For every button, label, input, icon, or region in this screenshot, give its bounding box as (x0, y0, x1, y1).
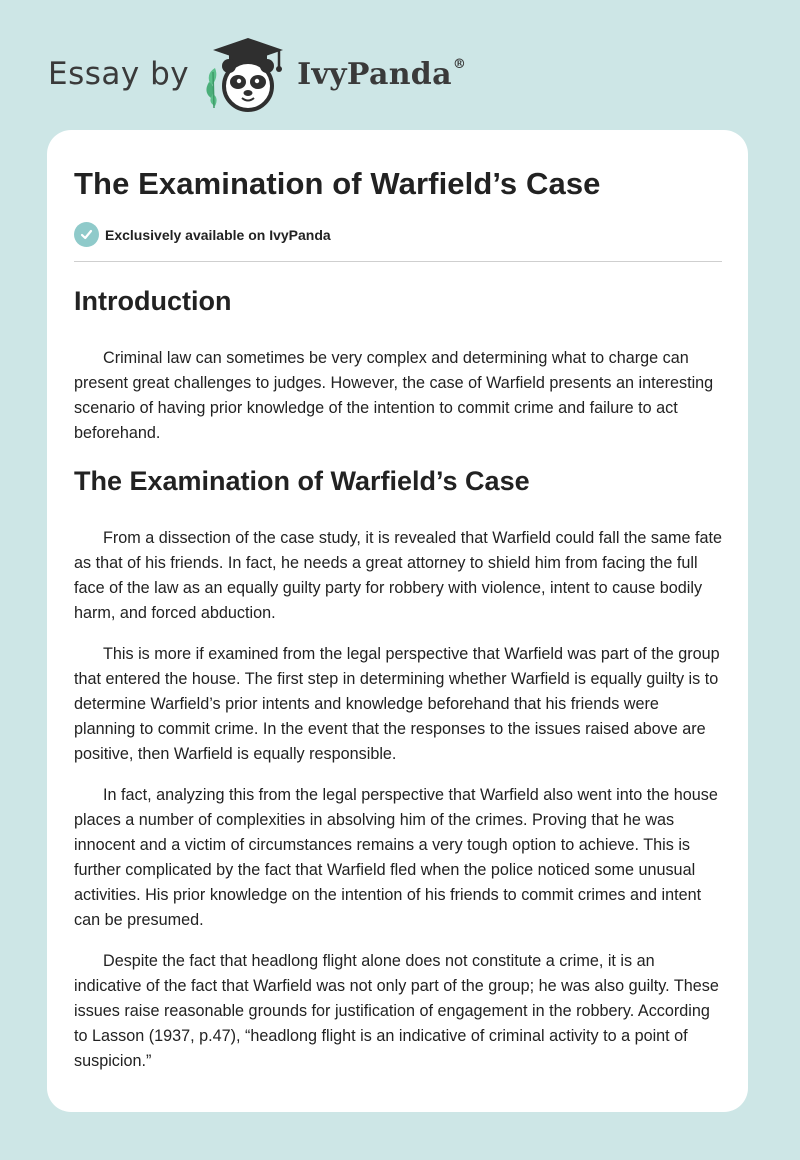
check-icon (74, 222, 99, 247)
badge-label: Exclusively available on IvyPanda (105, 226, 331, 243)
section-heading-examination: The Examination of Warfield’s Case (74, 466, 530, 496)
paragraph: This is more if examined from the legal perspective that Warfield was part of the group that entered the house. The first step in determining whether Warfield is equally guilty is to determine Warfield’s prior intents and knowledge beforehand that his friends were planning to commit crime. In the event that the responses to the issues raised above are positive, then Warfield is equally responsible. (74, 645, 720, 763)
paragraph: From a dissection of the case study, it is revealed that Warfield could fall the same fate as that of his friends. In fact, he needs a great attorney to shield him from facing the full face of the law as an equally guilty party for robbery with violence, intent to cause bodily harm, and forced abduction. (74, 529, 723, 622)
panda-logo-icon[interactable] (203, 36, 293, 112)
section-heading-introduction: Introduction (74, 286, 232, 316)
site-header (48, 34, 466, 114)
essay-by-label: Essay by (48, 56, 190, 92)
paragraph: In fact, analyzing this from the legal perspective that Warfield also went into the house places a number of complexities in absolving him of the crimes. Proving that he was innocent and a victim of circumstances remains a very tough option to achieve. This is further complicated by the fact that Warfield fled when the police noticed some unusual activities. His prior knowledge on the intention of his friends to commit crimes and intent can be presumed. (74, 786, 718, 929)
page-title: The Examination of Warfield’s Case (74, 166, 601, 201)
brand-name[interactable]: IvyPanda® (297, 56, 467, 92)
essay-card (47, 130, 748, 1112)
divider (74, 261, 722, 262)
paragraph: Criminal law can sometimes be very complex and determining what to charge can present great challenges to judges. However, the case of Warfield presents an interesting scenario of having prior knowledge of the intention to commit crime and failure to act beforehand. (74, 349, 714, 442)
registered-mark: ® (452, 56, 467, 72)
leaf-icon (207, 68, 217, 108)
exclusive-badge (74, 222, 331, 247)
article-body (74, 282, 722, 1090)
paragraph: Despite the fact that headlong flight alone does not constitute a crime, it is an indicative of the fact that Warfield was not only part of the group; he was also guilty. These issues raise reasonable grounds for justification of engagement in the robbery. According to Lasson (1937, p.47), “headlong flight is an indicative of criminal activity to a point of suspicion.” (74, 952, 719, 1070)
